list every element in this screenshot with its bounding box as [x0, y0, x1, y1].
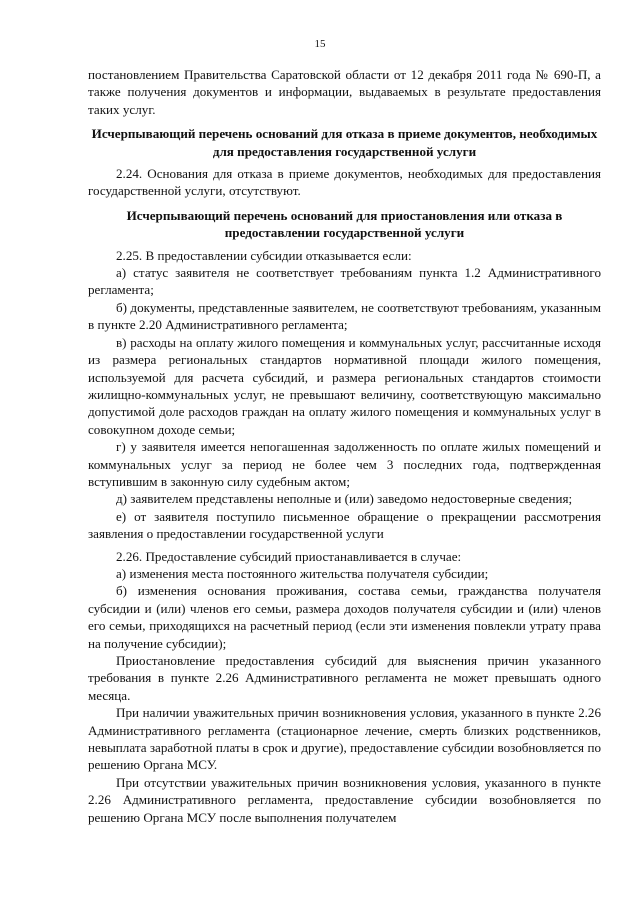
- clause-2-25-item-d: д) заявителем представлены неполные и (или) заведомо недостоверные сведения;: [116, 491, 573, 507]
- clause-2-25: 2.25. В предоставлении субсидии отказывается если:: [116, 247, 412, 263]
- valid-reasons-paragraph: При наличии уважительных причин возникновения условия, указанного в пункте 2.26 Административного регламента (стационарное лечение, смерть близких родственников, невыплата заработной платы в срок и другие), предоставление субсидии возобновляется по решению Органа МСУ.: [88, 705, 601, 773]
- document-body: [88, 66, 601, 826]
- clause-2-25-item-a: а) статус заявителя не соответствует требованиям пункта 1.2 Административного регламента;: [88, 265, 601, 298]
- no-valid-reasons-paragraph: При отсутствии уважительных причин возникновения условия, указанного в пункте 2.26 Административного регламента, предоставление субсидии возобновляется по решению Органа МСУ после выполнения получателем: [88, 774, 601, 825]
- suspension-paragraph: Приостановление предоставления субсидий для выяснения причин указанного требования в пункте 2.26 Административного регламента не может превышать одного месяца.: [88, 653, 601, 703]
- continuation-paragraph: постановлением Правительства Саратовской области от 12 декабря 2011 года № 690-П, а также получения документов и информации, выдаваемых в результате предоставления таких услуг.: [88, 67, 601, 117]
- clause-2-26-item-a: а) изменения места постоянного жительства получателя субсидии;: [116, 565, 489, 581]
- clause-2-24: 2.24. Основания для отказа в приеме документов, необходимых для предоставления государственной услуги, отсутствуют.: [88, 166, 601, 199]
- section-heading-suspension-refusal: Исчерпывающий перечень оснований для приостановления или отказа в предоставлении государственной услуги: [126, 207, 563, 241]
- clause-2-26-item-b: б) изменения основания проживания, состава семьи, гражданства получателя субсидии и (или) членов его семьи, размера доходов получателя субсидии и (или) членов его семьи, приходящихся на расчетный период (если эти изменения повлекли утрату права на получение субсидии);: [88, 583, 601, 651]
- clause-2-25-item-b: б) документы, представленные заявителем, не соответствуют требованиям, указанным в пункте 2.20 Административного регламента;: [88, 299, 601, 333]
- page-number: 15: [314, 38, 326, 50]
- clause-2-25-item-e: е) от заявителя поступило письменное обращение о прекращении рассмотрения заявления о предоставлении государственной услуги: [88, 508, 601, 542]
- clause-2-26: 2.26. Предоставление субсидий приостанавливается в случае:: [116, 548, 462, 564]
- section-heading-refusal-documents: Исчерпывающий перечень оснований для отказа в приеме документов, необходимых для предоставления государственной услуги: [91, 126, 598, 159]
- clause-2-25-item-g: г) у заявителя имеется непогашенная задолженность по оплате жилых помещений и коммунальных услуг за период не более чем 3 последних года, подтвержденная вступившим в законную силу судебным актом;: [88, 439, 601, 489]
- clause-2-25-item-v: в) расходы на оплату жилого помещения и коммунальных услуг, рассчитанные исходя из размера региональных стандартов нормативной площади жилого помещения, используемой для расчета субсидий, и размера региональных стандартов стоимости жилищно-коммунальных услуг, не превышают величину, соответствующую максимально допустимой доле расходов граждан на оплату жилого помещения и коммунальных услуг в совокупном доходе семьи;: [88, 334, 601, 437]
